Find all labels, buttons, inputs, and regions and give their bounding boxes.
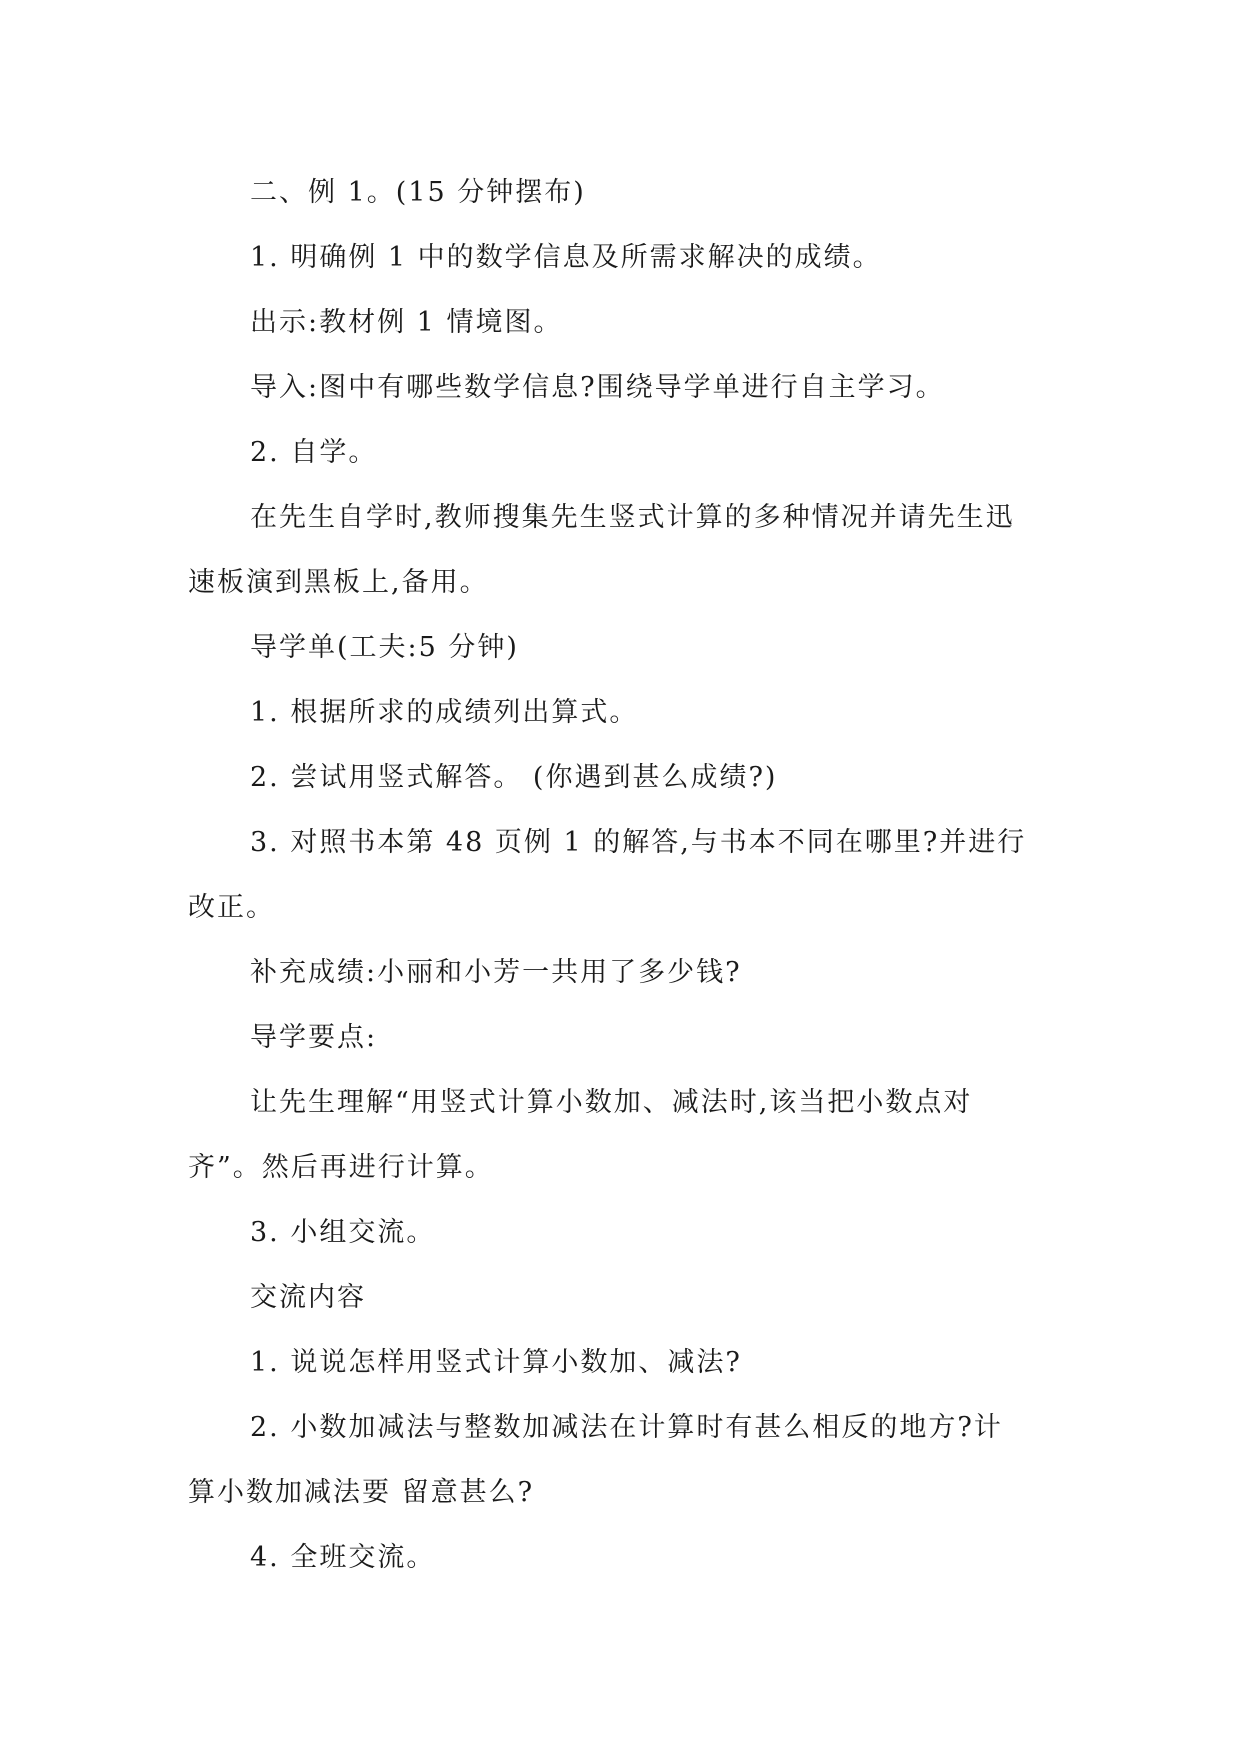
paragraph-continuation: 改正。 [188, 892, 275, 923]
list-item: 3. 对照书本第 48 页例 1 的解答,与书本不同在哪里?并进行 [250, 827, 1027, 858]
section-heading: 二、例 1。(15 分钟摆布) [250, 177, 586, 208]
paragraph: 4. 全班交流。 [250, 1542, 436, 1573]
paragraph: 1. 明确例 1 中的数学信息及所需求解决的成绩。 [250, 242, 882, 273]
paragraph-continuation: 速板演到黑板上,备用。 [188, 567, 489, 598]
paragraph: 在先生自学时,教师搜集先生竖式计算的多种情况并请先生迅 [250, 502, 1015, 533]
paragraph-continuation: 算小数加减法要 留意甚么? [188, 1477, 535, 1508]
paragraph: 导入:图中有哪些数学信息?围绕导学单进行自主学习。 [250, 372, 945, 403]
paragraph: 3. 小组交流。 [250, 1217, 436, 1248]
paragraph: 让先生理解“用竖式计算小数加、减法时,该当把小数点对 [250, 1087, 973, 1118]
list-item: 2. 尝试用竖式解答。 (你遇到甚么成绩?) [250, 762, 778, 793]
paragraph: 导学单(工夫:5 分钟) [250, 632, 519, 663]
list-item: 1. 说说怎样用竖式计算小数加、减法? [250, 1347, 742, 1378]
paragraph: 交流内容 [250, 1282, 366, 1313]
paragraph: 出示:教材例 1 情境图。 [250, 307, 563, 338]
paragraph: 补充成绩:小丽和小芳一共用了多少钱? [250, 957, 742, 988]
paragraph: 2. 自学。 [250, 437, 378, 468]
paragraph: 导学要点: [250, 1022, 378, 1053]
document-body [188, 160, 1068, 1590]
list-item: 2. 小数加减法与整数加减法在计算时有甚么相反的地方?计 [250, 1412, 1003, 1443]
list-item: 1. 根据所求的成绩列出算式。 [250, 697, 639, 728]
paragraph-continuation: 齐”。然后再进行计算。 [188, 1152, 494, 1183]
